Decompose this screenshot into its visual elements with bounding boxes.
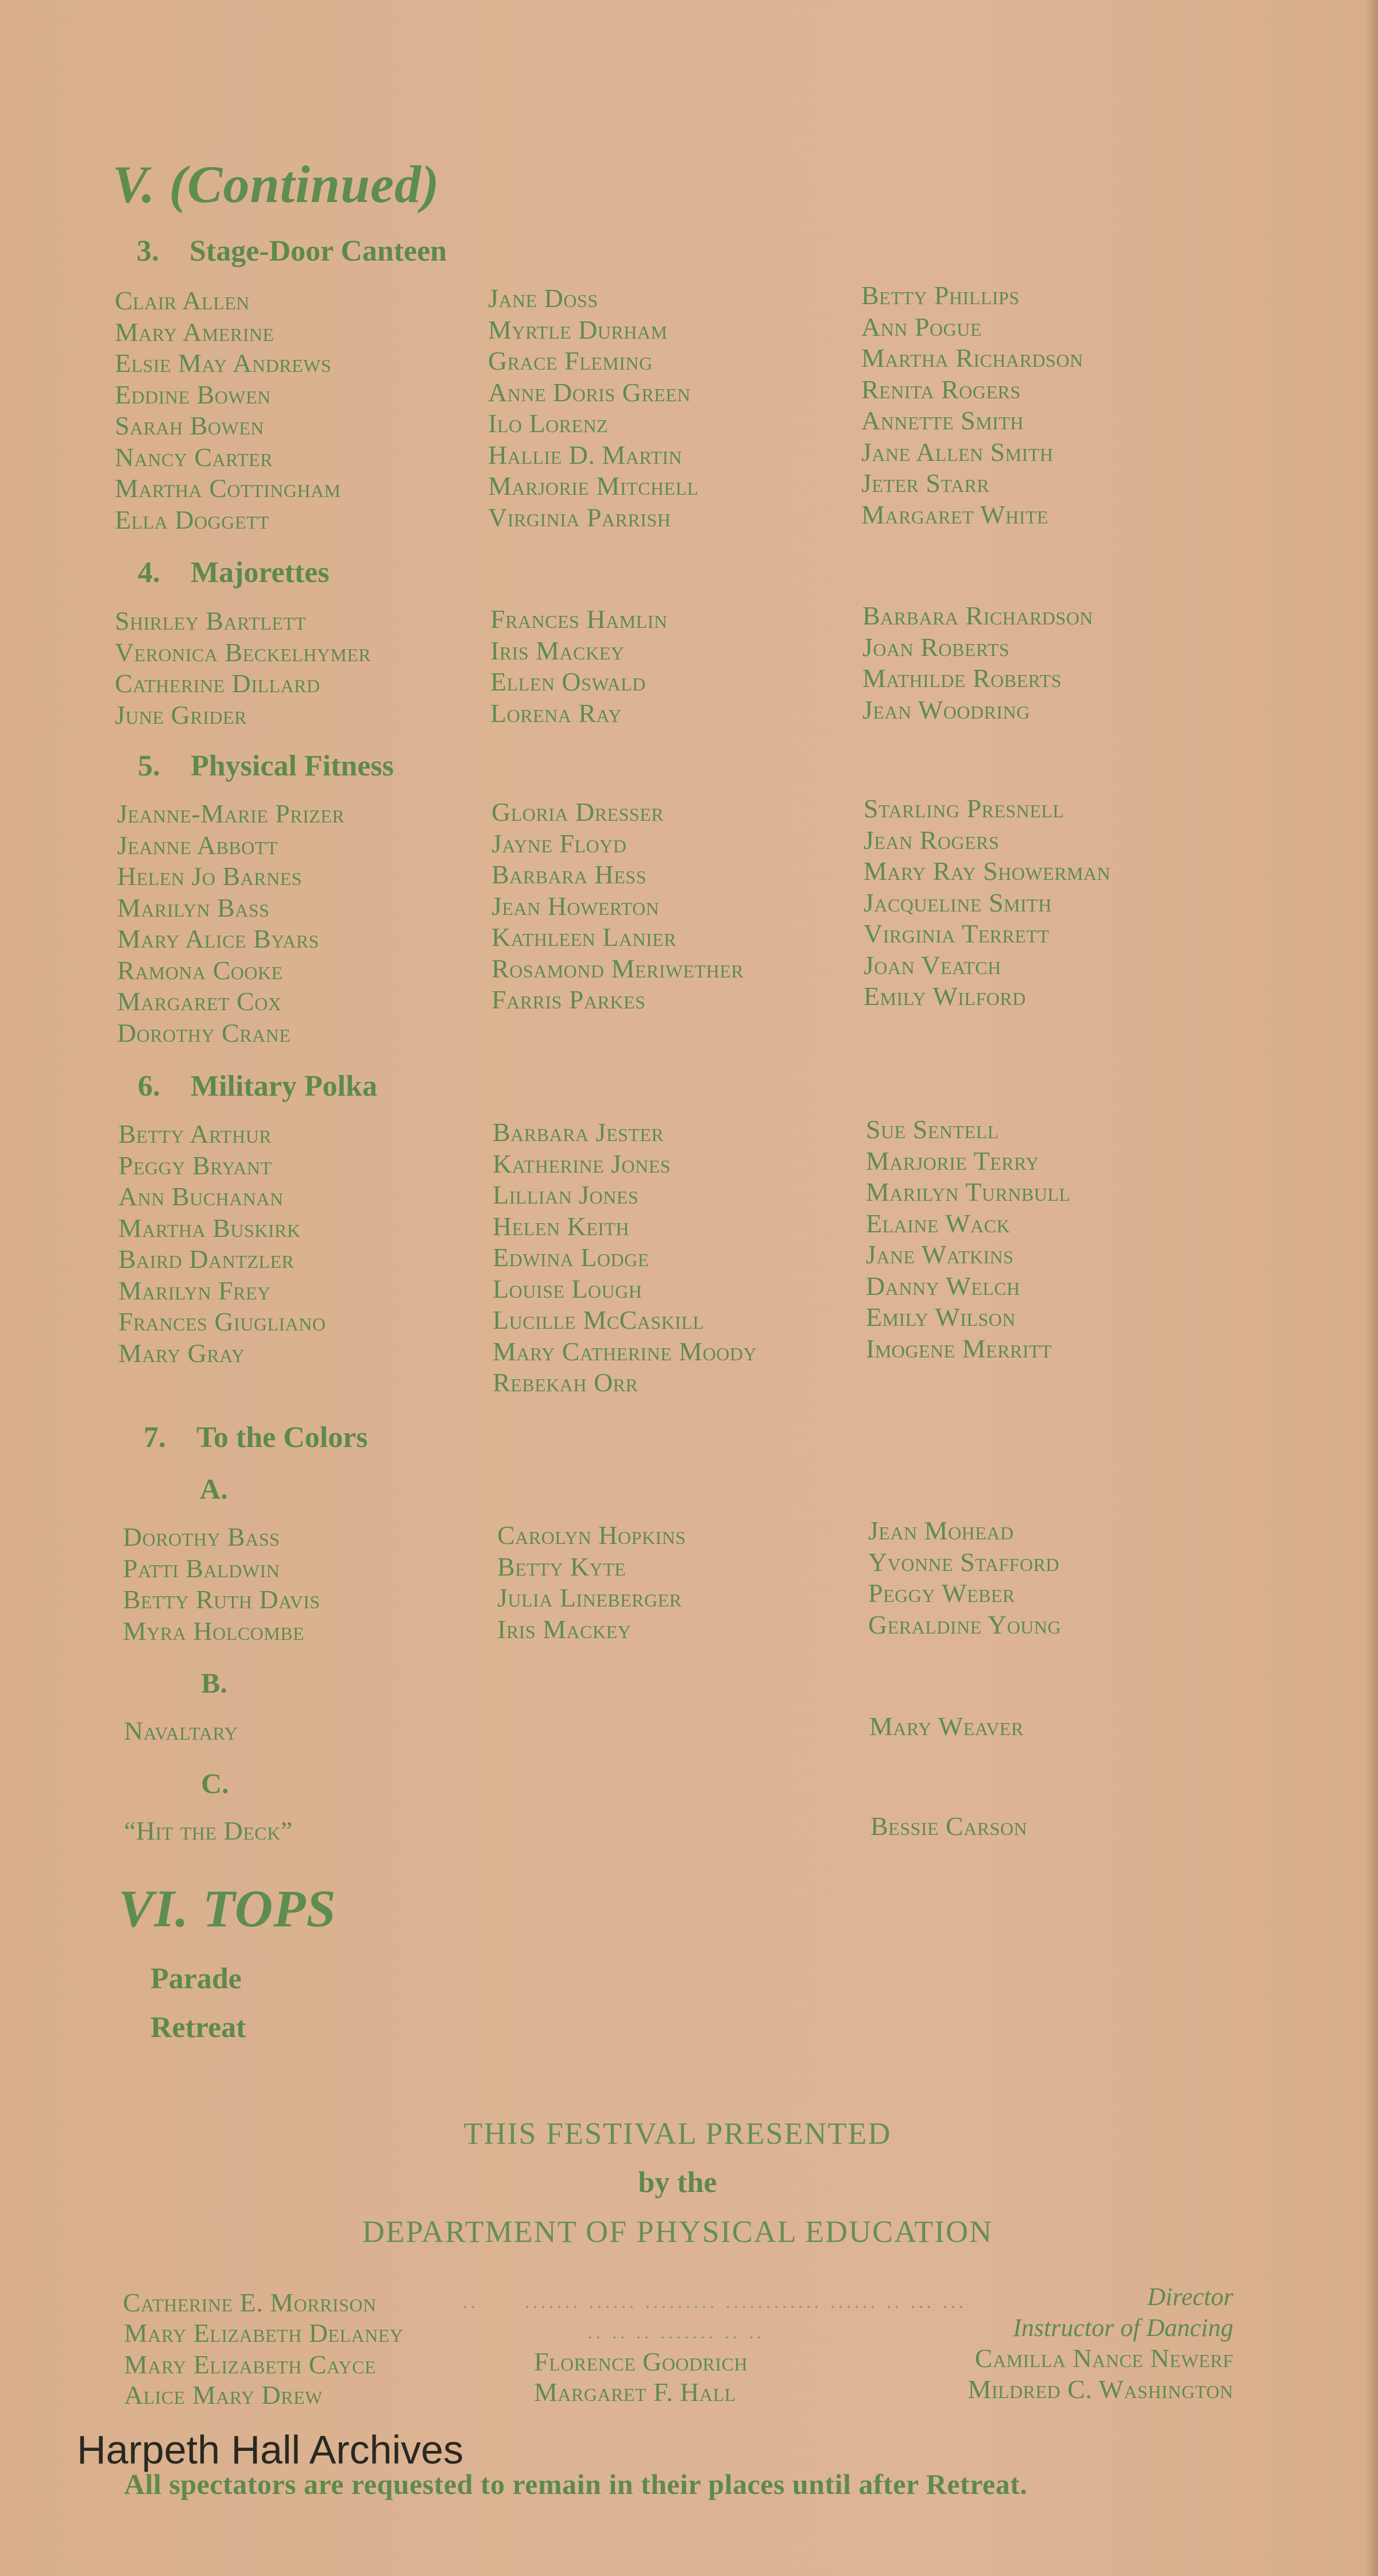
performer-name: Veronica Beckelhymer [115, 637, 371, 667]
performer-name: Nancy Carter [115, 442, 273, 472]
tops-item-retreat: Retreat [150, 2011, 246, 2044]
section-4-column-1 [115, 606, 482, 731]
performer-name: Julia Lineberger [497, 1583, 682, 1612]
performer-name: Mathilde Roberts [862, 664, 1062, 693]
subsection-a-label: A. [200, 1473, 228, 1505]
performer-name: Jeter Starr [861, 468, 990, 498]
subsection-b-label: B. [201, 1667, 227, 1699]
performer-name: Ann Buchanan [118, 1182, 284, 1211]
performer-name: Grace Fleming [488, 346, 653, 375]
performer-name: Betty Arthur [118, 1119, 272, 1149]
performer-name: Helen Jo Barnes [117, 862, 303, 891]
performer-name: Virginia Terrett [864, 919, 1050, 948]
performer-name: Martha Buskirk [118, 1213, 301, 1243]
section-3-heading [137, 234, 447, 268]
performer-name: Virginia Parrish [488, 502, 671, 532]
performer-name: Eddine Bowen [115, 379, 271, 409]
performer-name: Jayne Floyd [491, 828, 627, 858]
performer-name: Betty Ruth Davis [123, 1585, 320, 1614]
performer-name: Annette Smith [861, 406, 1024, 435]
section-title: Stage-Door Canteen [189, 235, 447, 267]
performer-name: Myra Holcombe [123, 1616, 305, 1646]
tops-item-parade: Parade [150, 1962, 242, 1995]
instructor-leader-dots: .. .. .. ....... .. .. [588, 2322, 765, 2342]
performer-name: Lucille McCaskill [493, 1305, 705, 1334]
performer-name: Hallie D. Martin [488, 440, 683, 470]
performer-name: Lorena Ray [490, 698, 622, 728]
section-title: Majorettes [191, 556, 330, 589]
section-5-heading [138, 749, 394, 783]
performer-name: Jane Watkins [866, 1240, 1014, 1269]
performer-name: Sarah Bowen [115, 411, 264, 440]
performer-name: Iris Mackey [490, 635, 625, 665]
performer-name: Joan Roberts [862, 632, 1010, 662]
performer-name: Margaret White [861, 499, 1048, 529]
performer-name: Dorothy Bass [123, 1522, 280, 1551]
presented-line-2: by the [638, 2166, 717, 2199]
section-number: 7. [144, 1421, 166, 1454]
performer-name: Patti Baldwin [123, 1553, 280, 1583]
performer-name: Rosamond Meriwether [491, 953, 744, 983]
section-5-column-1 [117, 798, 485, 1049]
performer-name: Carolyn Hopkins [497, 1520, 686, 1550]
section-title: Physical Fitness [191, 750, 394, 782]
performer-name: Jean Rogers [864, 825, 1000, 855]
performer-name: Catherine Dillard [115, 669, 320, 698]
performer-name: Ilo Lorenz [488, 409, 609, 438]
performer-name: Mary Amerine [115, 317, 274, 347]
performer-name: Marjorie Mitchell [488, 471, 699, 501]
performer-name: Farris Parkes [491, 985, 646, 1014]
performer-name: Mary Weaver [869, 1712, 1024, 1741]
performer-name: Shirley Bartlett [115, 606, 307, 635]
performer-name: Martha Richardson [861, 343, 1083, 373]
number-title: Navaltary [124, 1716, 238, 1745]
number-title: “Hit the Deck” [124, 1816, 293, 1845]
performer-name: Frances Giugliano [118, 1307, 326, 1336]
director-leader-dots-b: ....... ...... ......... ............ ...... .. ... ... [525, 2291, 967, 2312]
instructor-role: Instructor of Dancing [1013, 2314, 1233, 2342]
performer-name: Louise Lough [493, 1274, 642, 1303]
performer-name: Bessie Carson [870, 1811, 1028, 1841]
performer-name: Renita Rogers [861, 374, 1021, 404]
performer-name: Sue Sentell [866, 1115, 999, 1144]
section-3-column-1 [115, 285, 482, 536]
section-4-column-3 [862, 600, 1230, 726]
director-role: Director [1147, 2283, 1233, 2311]
section-7a-column-1 [123, 1522, 490, 1647]
section-5-column-3 [864, 793, 1231, 1012]
performer-name: Frances Hamlin [490, 604, 668, 634]
section-6-column-3 [866, 1114, 1233, 1364]
performer-name: Jane Allen Smith [861, 437, 1054, 467]
performer-name: Joan Veatch [864, 950, 1001, 980]
page-heading: V. (Continued) [113, 155, 440, 214]
spectator-notice: All spectators are requested to remain in their places until after Retreat. [124, 2468, 1028, 2500]
performer-name: Ella Doggett [115, 505, 269, 534]
section-number: 6. [138, 1070, 160, 1103]
section-number: 3. [137, 235, 159, 267]
performer-name: Elaine Wack [866, 1208, 1011, 1238]
performer-name: Jeanne-Marie Prizer [117, 799, 345, 828]
performer-name: Mary Catherine Moody [493, 1336, 757, 1366]
performer-name: Marilyn Frey [118, 1275, 271, 1305]
performer-name: Gloria Dresser [491, 797, 664, 827]
presented-line-1: THIS FESTIVAL PRESENTED [463, 2116, 892, 2151]
performer-name: Peggy Weber [868, 1578, 1015, 1608]
performer-name: Mary Ray Showerman [864, 856, 1111, 886]
performer-name: Ramona Cooke [117, 955, 283, 985]
performer-name: Peggy Bryant [118, 1150, 272, 1180]
performer-name: Marjorie Terry [866, 1146, 1039, 1176]
staff-name: Alice Mary Drew [124, 2380, 323, 2410]
instructor-name: Mary Elizabeth Delaney [124, 2318, 404, 2348]
section-3-column-2 [488, 283, 856, 533]
performer-name: Mary Gray [118, 1338, 245, 1368]
performer-name: Elsie May Andrews [115, 348, 332, 378]
performer-name: Ann Pogue [861, 312, 982, 342]
section-number: 5. [138, 750, 160, 782]
performer-name: Danny Welch [866, 1271, 1020, 1301]
performer-name: Kathleen Lanier [491, 922, 677, 952]
staff-name: Mildred C. Washington [967, 2375, 1233, 2404]
performer-name: Martha Cottingham [115, 474, 341, 503]
performer-name: Margaret Cox [117, 987, 282, 1016]
performer-name: Ellen Oswald [490, 667, 646, 696]
performer-name: Geraldine Young [868, 1609, 1062, 1639]
director-leader-dots-a: .. [463, 2291, 479, 2312]
staff-name: Margaret F. Hall [534, 2377, 736, 2407]
performer-name: Yvonne Stafford [868, 1547, 1060, 1577]
staff-name: Camilla Nance Newerf [974, 2344, 1233, 2373]
performer-name: Iris Mackey [497, 1614, 632, 1644]
performer-name: Helen Keith [493, 1211, 630, 1241]
performer-name: Betty Kyte [497, 1551, 626, 1581]
performer-name: Mary Alice Byars [117, 924, 319, 953]
performer-name: Jeanne Abbott [117, 830, 278, 860]
performer-name: Barbara Jester [493, 1118, 664, 1147]
section-7a-column-3 [868, 1515, 1236, 1640]
performer-name: Emily Wilford [864, 981, 1026, 1011]
performer-name: Dorothy Crane [117, 1018, 291, 1048]
performer-name: Edwina Lodge [493, 1243, 649, 1272]
performer-name: Clair Allen [115, 286, 250, 315]
archives-watermark: Harpeth Hall Archives [77, 2427, 464, 2472]
performer-name: Anne Doris Green [488, 377, 691, 407]
performer-name: Jane Doss [488, 284, 598, 313]
section-7-heading [144, 1421, 368, 1454]
performer-name: Barbara Richardson [862, 601, 1093, 630]
performer-name: Jean Mohead [868, 1516, 1014, 1545]
section-7a-column-2 [497, 1520, 865, 1645]
subsection-c-label: C. [201, 1767, 229, 1799]
staff-name: Florence Goodrich [534, 2347, 748, 2376]
section-3-column-3 [861, 280, 1229, 530]
performer-name: Marilyn Turnbull [866, 1177, 1071, 1206]
performer-name: Myrtle Durham [488, 315, 668, 344]
performer-name: June Grider [115, 700, 247, 730]
section-6-heading [138, 1069, 377, 1103]
presented-line-3: DEPARTMENT OF PHYSICAL EDUCATION [362, 2214, 993, 2249]
performer-name: Katherine Jones [493, 1149, 671, 1178]
performer-name: Lillian Jones [493, 1180, 639, 1209]
performer-name: Jean Howerton [491, 891, 660, 921]
staff-name: Mary Elizabeth Cayce [124, 2350, 377, 2379]
performer-name: Betty Phillips [861, 281, 1020, 310]
tops-heading: VI. TOPS [118, 1879, 336, 1938]
performer-name: Barbara Hess [491, 860, 647, 889]
section-5-column-2 [491, 797, 859, 1016]
section-4-column-2 [490, 604, 858, 729]
performer-name: Marilyn Bass [117, 893, 270, 922]
performer-name: Baird Dantzler [118, 1244, 295, 1274]
performer-name: Jacqueline Smith [864, 887, 1052, 917]
performer-name: Imogene Merritt [866, 1333, 1052, 1363]
performer-name: Rebekah Orr [493, 1368, 638, 1397]
section-title: To the Colors [196, 1421, 368, 1454]
section-4-heading [138, 556, 330, 589]
performer-name: Emily Wilson [866, 1302, 1016, 1332]
director-name: Catherine E. Morrison [123, 2288, 377, 2317]
section-6-column-1 [118, 1119, 486, 1369]
performer-name: Jean Woodring [862, 695, 1030, 724]
section-title: Military Polka [191, 1070, 377, 1103]
section-number: 4. [138, 556, 160, 589]
section-6-column-2 [493, 1117, 860, 1399]
performer-name: Starling Presnell [864, 794, 1065, 823]
page-edge-shadow [1365, 0, 1378, 2576]
